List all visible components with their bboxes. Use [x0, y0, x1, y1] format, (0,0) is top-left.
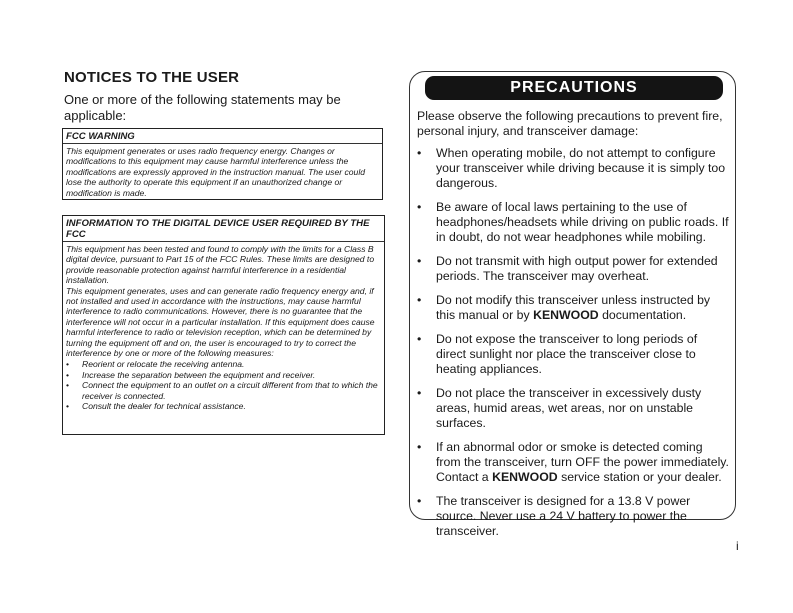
fcc-measure-item: • Increase the separation between the equipment and receiver.: [66, 370, 381, 380]
precaution-item: [417, 494, 729, 539]
fcc-measure-item: • Consult the dealer for technical assistance.: [66, 401, 381, 411]
page-number: i: [736, 539, 739, 553]
precaution-text: When operating mobile, do not attempt to configure your transceiver while driving because it is simply too dangerous.: [436, 146, 726, 190]
brand-name: KENWOOD: [492, 470, 558, 484]
fcc-info-paragraph-1: This equipment has been tested and found to comply with the limits for a Class B digital device, pursuant to Part 15 of the FCC Rules. These limits are designed to provide reasonable protection against harmful interference in a residential installation.: [66, 244, 375, 286]
precaution-item: [417, 146, 729, 191]
precaution-text: Do not place the transceiver in excessively dusty areas, humid areas, wet areas, nor on unstable surfaces.: [436, 386, 702, 430]
precaution-text: Do not expose the transceiver to long periods of direct sunlight nor place the transceiver close to heating appliances.: [436, 332, 698, 376]
precautions-title: PRECAUTIONS: [425, 76, 723, 100]
notices-intro: One or more of the following statements may be applicable:: [64, 92, 341, 123]
precaution-text: The transceiver is designed for a 13.8 V power source. Never use a 24 V battery to power the transceiver.: [436, 494, 691, 538]
precaution-text: documentation.: [598, 308, 687, 322]
precaution-text: If an abnormal odor or smoke is detected coming from the transceiver, turn OFF the power immediately. Contact a: [436, 440, 729, 484]
notices-title: NOTICES TO THE USER: [64, 69, 240, 86]
fcc-info-paragraph-2: This equipment generates, uses and can generate radio frequency energy and, if not installed and used in accordance with the instructions, may cause harmful interference to radio communications. However, there is no guarantee that the interference will not occur in a particular installation. If this equipment does cause harmful interference to radio or television reception, which can be determined by turning the equipment off and on, the user is encouraged to try to correct the interference by one or more of the following measures:: [66, 285, 375, 359]
fcc-info-box: [62, 215, 385, 435]
precaution-item: [417, 200, 729, 245]
precaution-text: Be aware of local laws pertaining to the use of headphones/headsets while driving on public roads. If in doubt, do not wear headphones while mobiling.: [436, 200, 729, 244]
fcc-warning-box: [62, 128, 383, 200]
precautions-intro: Please observe the following precautions to prevent fire, personal injury, and transceiver damage:: [417, 109, 723, 138]
fcc-measure-item: • Reorient or relocate the receiving antenna.: [66, 359, 381, 369]
precaution-text: Do not transmit with high output power for extended periods. The transceiver may overheat.: [436, 254, 718, 283]
fcc-info-heading: INFORMATION TO THE DIGITAL DEVICE USER REQUIRED BY THE FCC: [63, 218, 384, 242]
brand-name: KENWOOD: [533, 308, 599, 322]
fcc-warning-heading: FCC WARNING: [63, 131, 382, 144]
fcc-measure-item: • Connect the equipment to an outlet on a circuit different from that to which the receiver is connected.: [66, 380, 381, 401]
precaution-text: service station or your dealer.: [557, 470, 722, 484]
precaution-item: [417, 293, 729, 323]
precaution-text: Do not modify this transceiver unless instructed by this manual or by: [436, 293, 711, 322]
precaution-item: [417, 440, 729, 485]
precaution-item: [417, 332, 729, 377]
precaution-item: [417, 254, 729, 284]
fcc-warning-body: This equipment generates or uses radio frequency energy. Changes or modifications to this equipment may cause harmful interference unless the modifications are expressly approved in the instruction manual. The user could lose the authority to operate this equipment if an unauthorized change or modification is made.: [66, 146, 366, 198]
fcc-measures-list: [66, 359, 381, 411]
precaution-item: [417, 386, 729, 431]
precautions-list: [417, 146, 729, 548]
